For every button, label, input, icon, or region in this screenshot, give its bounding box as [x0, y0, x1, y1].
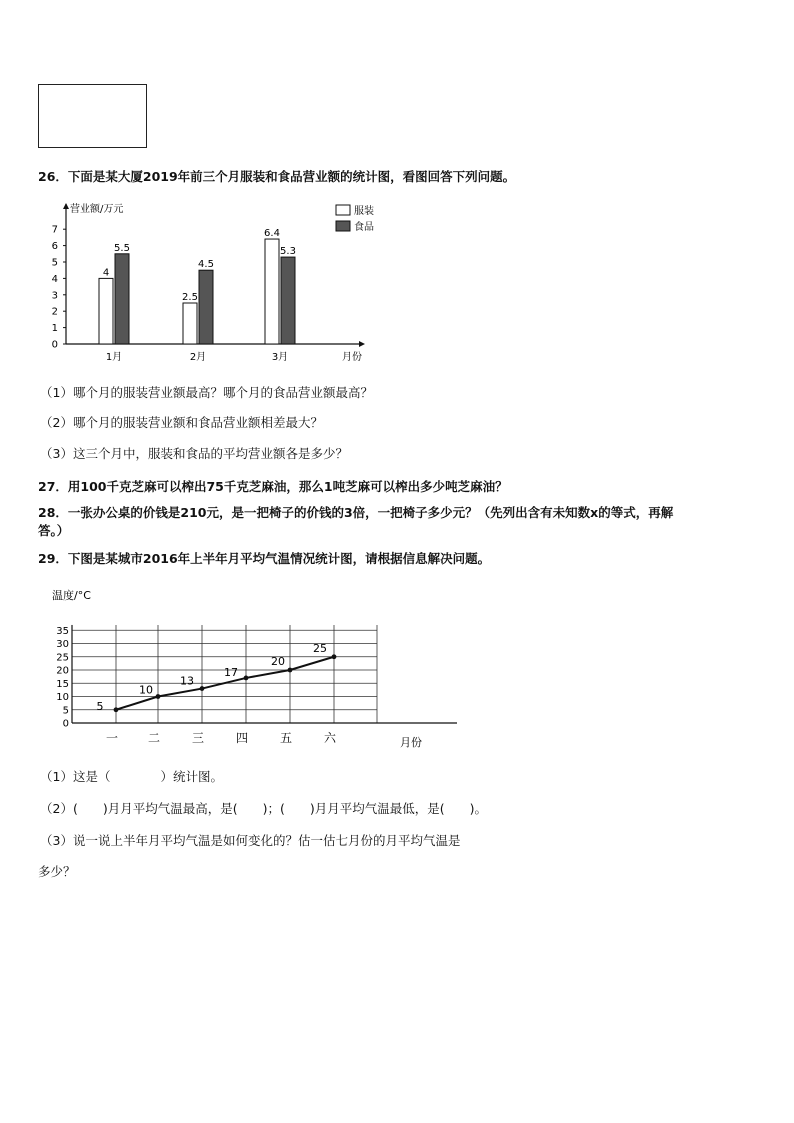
- q26-bar-chart: [34, 194, 384, 370]
- x-tick-label: 1月: [105, 352, 123, 363]
- y-tick-label: 7: [51, 224, 58, 236]
- x-axis-arrow: [359, 341, 365, 347]
- x-tick-label: 四: [235, 731, 249, 745]
- x-tick-label: 3月: [271, 352, 289, 363]
- bar-clothing: [183, 303, 197, 344]
- y-tick-label: 25: [56, 652, 69, 664]
- data-label: 13: [180, 674, 194, 688]
- q29-title: 29．下图是某城市2016年上半年月平均气温情况统计图，请根据信息解决问题。: [38, 551, 491, 566]
- q29-line-chart: [44, 584, 464, 754]
- y-axis-label: 温度/°C: [52, 589, 91, 602]
- q26-sub3: （3）这三个月中，服装和食品的平均营业额各是多少？: [40, 446, 348, 461]
- y-tick-label: 4: [51, 273, 58, 285]
- data-point: [156, 694, 161, 699]
- legend-swatch-clothing: [336, 205, 350, 215]
- bar-clothing: [265, 239, 279, 344]
- y-tick-label: 3: [51, 290, 58, 302]
- bar-clothing: [99, 278, 113, 344]
- x-axis-label: 月份: [400, 736, 422, 749]
- q29-sub2: （2）( )月月平均气温最高，是( )；( )月月平均气温最低，是( )。: [40, 801, 487, 816]
- data-point: [244, 676, 249, 681]
- q29-sub3-line1: （3）说一说上半年月平均气温是如何变化的？估一估七月份的月平均气温是: [40, 833, 461, 848]
- y-tick-label: 5: [51, 257, 58, 269]
- y-tick-label: 20: [56, 665, 69, 677]
- x-tick-label: 六: [323, 731, 337, 745]
- data-point: [288, 668, 293, 673]
- y-tick-label: 10: [56, 692, 69, 703]
- data-point: [332, 654, 337, 659]
- legend-swatch-food: [336, 221, 350, 231]
- y-tick-label: 30: [56, 639, 69, 650]
- bar-food: [281, 257, 295, 344]
- bar-value-label: 4.5: [198, 259, 214, 271]
- y-tick-label: 5: [62, 705, 69, 717]
- data-label: 20: [271, 655, 285, 668]
- q29-sub1: （1）这是（ ）统计图。: [40, 769, 223, 784]
- x-tick-label: 二: [147, 731, 161, 745]
- bar-value-label: 4: [102, 267, 110, 279]
- y-tick-label: 2: [51, 306, 58, 318]
- y-tick-label: 1: [51, 323, 58, 335]
- data-label: 25: [313, 641, 327, 655]
- data-point: [200, 686, 205, 691]
- bar-value-label: 2.5: [182, 292, 198, 303]
- x-tick-label: 五: [279, 731, 293, 745]
- bar-value-label: 5.5: [114, 242, 130, 254]
- bar-food: [115, 254, 129, 344]
- data-label: 5: [96, 699, 104, 713]
- q26-sub2: （2）哪个月的服装营业额和食品营业额相差最大？: [40, 415, 323, 430]
- x-tick-label: 一: [105, 731, 119, 745]
- x-tick-label: 2月: [189, 352, 207, 363]
- data-label: 17: [224, 665, 238, 679]
- q28-title-line1: 28．一张办公桌的价钱是210元，是一把椅子的价钱的3倍，一把椅子多少元？（先列出含有未知数x的等式，再解: [38, 505, 674, 520]
- data-label: 10: [139, 683, 153, 697]
- q27-title: 27．用100千克芝麻可以榨出75千克芝麻油，那么1吨芝麻可以榨出多少吨芝麻油？: [38, 479, 508, 494]
- legend-label: 食品: [354, 222, 374, 233]
- y-tick-label: 6: [51, 241, 58, 253]
- y-axis-label: 营业额/万元: [70, 204, 124, 215]
- q28-title-line2: 答。）: [38, 523, 70, 538]
- q26-sub1: （1）哪个月的服装营业额最高？哪个月的食品营业额最高？: [40, 385, 373, 400]
- q29-sub3-line2: 多少？: [38, 864, 76, 879]
- y-tick-label: 35: [56, 625, 69, 637]
- bar-food: [199, 270, 213, 344]
- q26-title: 26．下面是某大厦2019年前三个月服装和食品营业额的统计图，看图回答下列问题。: [38, 169, 516, 184]
- bar-value-label: 6.4: [264, 228, 280, 240]
- y-tick-label: 0: [51, 339, 58, 351]
- x-tick-label: 三: [191, 731, 205, 745]
- y-tick-label: 15: [56, 678, 69, 690]
- bar-value-label: 5.3: [280, 246, 296, 258]
- data-point: [114, 707, 119, 712]
- legend-label: 服装: [354, 206, 374, 217]
- blank-answer-box: [38, 84, 147, 148]
- y-tick-label: 0: [62, 718, 69, 730]
- x-axis-label: 月份: [342, 352, 362, 363]
- y-axis-arrow: [63, 203, 69, 209]
